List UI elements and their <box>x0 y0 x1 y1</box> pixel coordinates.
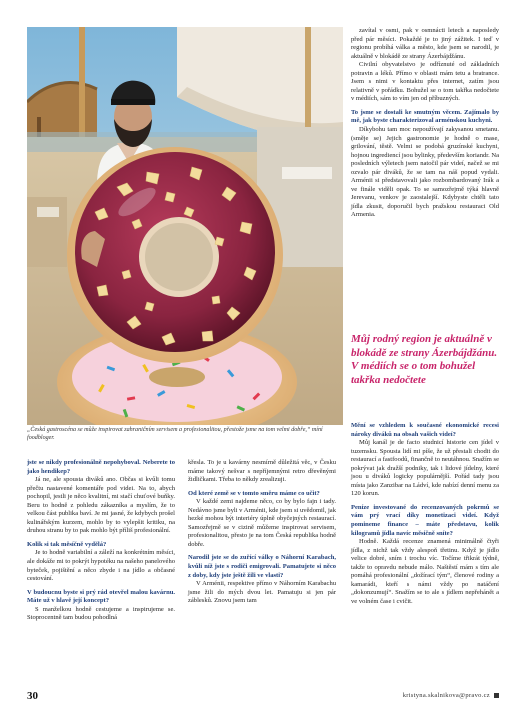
column-right-bottom <box>351 422 499 606</box>
interview-question: V budoucnu byste si prý rád otevřel malou kavárnu. Máte už v hlavě její koncept? <box>27 588 175 605</box>
paragraph: Díkybohu tam moc nepoužívají zakysanou smetanu. (směje se) Jejich gastronomie je hodně o mase, grilování, těstě. Velmi se podobá gruzínské kuchyni, hojnou ingrediencí jsou bylinky, především koriandr. Na posledních výletech jsem natočil pár videí, načež se mi ozvalo pár diváků, že se tam na náš popud vydali. Arménii si představovali jako rozbombardovaný Irák a ve finále viděli opak. To se samozřejmě týká hlavně Jerevanu, venkov je zaostalejší. Kdybyste chtěli tato jídla zkusit, doporučil bych pražskou restauraci Old Armenia. <box>351 126 499 219</box>
column-left <box>27 459 175 623</box>
paragraph: Můj kanál je de facto studnicí historie cen jídel v tuzemsku. Spousta lidí mi píše, že už přestali chodit do restaurací a fastfoodů, finančně to neutáhnou. Snažím se pokrývat jak dražší podniky, tak i lidové jídelny, které jsou u diváků logicky populárnější. Pořád tady jsou místa jako Zanzibar na Ládví, kde nabízí denní menu za 120 korun. <box>351 439 499 498</box>
interview-question: To jsme se dostali ke smutným věcem. Zajímalo by mě, jak byste charakterizoval arménskou kuchyni. <box>351 108 499 125</box>
column-right-top <box>351 27 499 220</box>
paragraph: V každé zemi najdeme něco, co by bylo fajn i tady. Nedávno jsme byli v Arménii, kde jsem si uvědomil, jak hezké mohou být interiéry úplně obyčejných restaurací. Samozřejmě se v cizině můžeme inspirovat servisem, profesionalitou, přesto je na tom Česká republika hodně dobře. <box>188 498 336 548</box>
photo <box>27 27 343 425</box>
paragraph: V Arménii, respektive přímo v Náhorním Karabachu jsme žili do mých dvou let. Pamatuju si jen pár záblesků. Znovu jsem tam <box>188 580 336 605</box>
page-number: 30 <box>27 690 38 702</box>
interview-question: Peníze investované do recenzovaných pokrmů se vám prý vrací díky monetizaci videí. Když pomineme finance – máte představu, kolik kilogramů jídla navíc měsíčně sníte? <box>351 503 499 537</box>
author-signature <box>351 692 499 699</box>
interview-question: Od které země se v tomto směru máme co učit? <box>188 489 320 497</box>
paragraph: Já ne, ale spousta diváků ano. Občas si kvůli tomu přečtu nastavené komentáře pod videi. Na to, abych pochopil, jestli je něco kvalitní, mi stačí chuťové buňky. Beru to hodně z pohledu zákazníka a myslím, že to velkou část publika baví. Je mi jasné, že kdybych prošel kulinářským kurzem, mohlo by to vylepšit kritiku, na druhou stranu by to pak mohlo být příliš profesionální. <box>27 476 175 535</box>
paragraph: Civilní obyvatelstvo je odříznuté od základních potravin a léků. Přímo v oblasti mám tetu a bratrance. Jsem s nimi v kontaktu přes internet, zatím jsou relativně v pořádku. Bohužel se o tom takřka nedočtete v médiích, sám to vím jen od příbuzných. <box>351 61 499 103</box>
photo-caption: „Česká gastroscéna se může inspirovat zahraničním servisem a profesionalitou, přestože jsme na tom velmi dobře,“ míní foodbloger. <box>27 427 323 441</box>
photo-illustration <box>27 27 343 425</box>
paragraph: S manželkou hodně cestujeme a inspirujeme se. Stoprocentně tam budou pohodlná <box>27 605 175 622</box>
interview-question: jste se nikdy profesionálně nepohyboval. Neberete to jako hendikep? <box>27 459 175 475</box>
paragraph: Je to hodně variabilní a záleží na konkrétním měsíci, ale dokáže mi to pokrýt hypotéku na našeho panelového byteček, pojištění a něco zbyde i na jídlo a občasné cestování. <box>27 549 175 583</box>
paragraph: zavítal v osmi, pak v osmnácti letech a naposledy před pár měsíci. Pokaždé je to jiný zážitek. I teď v regionu probíhá válka a město, kde jsem se narodil, je aktuálně v blokádě ze strany Ázerbájdžánu. <box>351 27 499 60</box>
author-email: kristyna.skalnikova@pravo.cz <box>402 692 490 699</box>
interview-question: Narodil jste se do zuřící války o Náhorní Karabach, kvůli níž jste s rodiči emigrovali. Pamatujete si něco z doby, kdy jste ještě žili ve vlasti? <box>188 554 336 579</box>
pull-quote: Můj rodný region je aktuálně v blokádě ze strany Ázerbájdžánu. V médiích se o tom bohužel takřka nedočtete <box>351 333 498 386</box>
paragraph: křesla. To je u kavárny nesmírně důležitá věc, v Česku máme takový nešvar s nepříjemnými retro dřevěnými židličkami. Třeba to někdy zrealizuji. <box>188 459 336 484</box>
column-middle <box>188 459 336 606</box>
end-mark-icon <box>494 693 499 698</box>
paragraph: Hodně. Každá recenze znamená minimálně čtyři jídla, z nichž tak vždy alespoň třetinu. Když je jídlo velice dobré, sním i trochu víc. Točíme třikrát týdně, takže to opravdu nebude málo. Naštěstí mám s tím ale pomáhá profesionální „dožírací tým“, členové rodiny a kamarádi, kteří s námi vždy po natáčení „dokonzumují“. Snažím se to ale s jídlem nepřehánět a ve volném čase i cvičit. <box>351 538 499 605</box>
interview-question: Kolik si tak měsíčně vydělá? <box>27 540 107 548</box>
interview-question: Mění se vzhledem k současné ekonomické recesi nároky diváků na obsah vašich videí? <box>351 422 499 438</box>
